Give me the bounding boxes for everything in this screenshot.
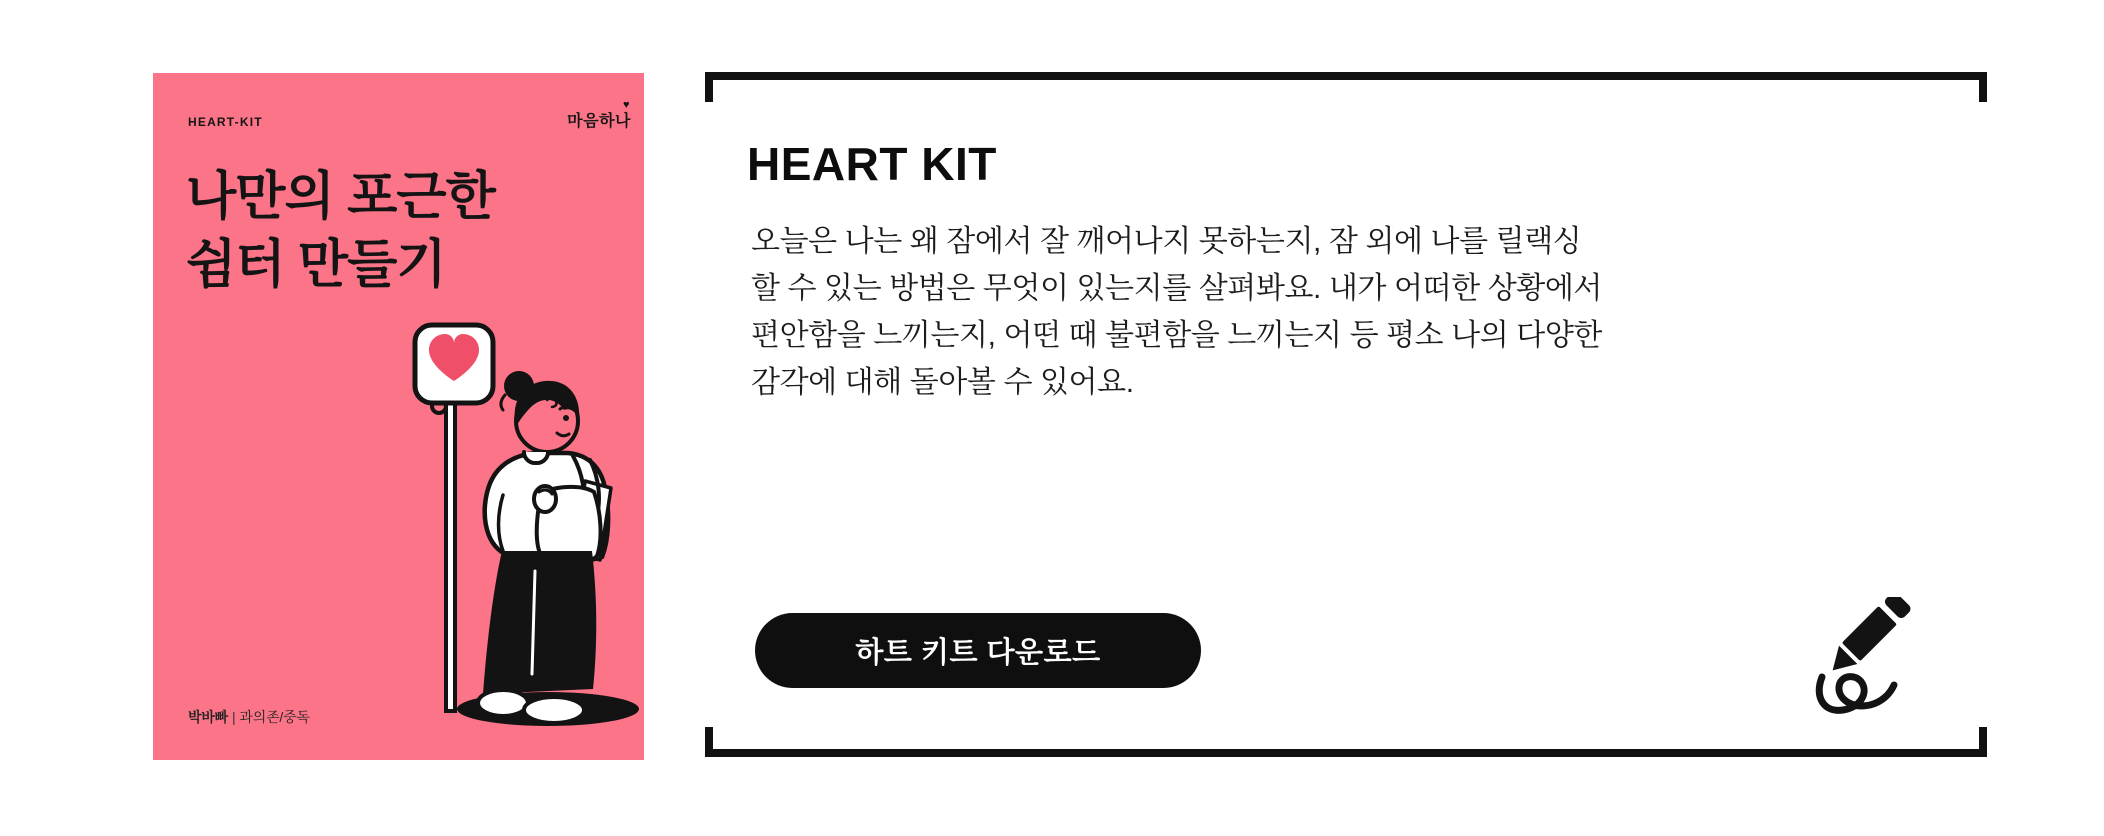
description-paragraph (751, 218, 1602, 406)
frame-corner-top-left (705, 72, 713, 102)
frame-bottom-border (705, 749, 1987, 757)
pencil-body (1842, 606, 1897, 661)
poster-credit (188, 707, 310, 727)
shoe-left (478, 690, 528, 716)
hair-bun (504, 371, 534, 401)
pants (483, 551, 596, 694)
frame-corner-bottom-right (1979, 727, 1987, 757)
woman-illustration (478, 371, 611, 723)
scribble-stroke (1819, 677, 1894, 711)
heart-kit-download-button[interactable]: 하트 키트 다운로드 (755, 613, 1201, 688)
poster-illustration (153, 313, 644, 760)
logo-text: 마음하나 (567, 113, 631, 130)
credit-divider: | (231, 709, 236, 725)
maum-hana-logo (567, 99, 631, 131)
paragraph-line1: 오늘은 나는 왜 잠에서 잘 깨어나지 못하는지, 잠 외에 나를 릴랙싱 (751, 225, 1582, 258)
page-title: HEART KIT (747, 138, 997, 190)
logo-heart-icon: ♥ (622, 99, 630, 111)
frame-corner-bottom-left (705, 727, 713, 757)
pencil-scribble-icon (1810, 597, 1925, 729)
sign-pole (446, 399, 455, 711)
poster-title-line2: 쉼터 만들기 (186, 236, 446, 294)
heart-kit-panel (705, 72, 1987, 757)
poster-title-line1: 나만의 포근한 (186, 168, 495, 226)
paragraph-line2: 할 수 있는 방법은 무엇이 있는지를 살펴봐요. 내가 어떠한 상황에서 (751, 272, 1603, 305)
frame-corner-top-right (1979, 72, 1987, 102)
poster-kicker: HEART-KIT (188, 115, 263, 129)
credit-topic: 과의존/중독 (239, 709, 310, 725)
paragraph-line4: 감각에 대해 돌아볼 수 있어요. (751, 366, 1134, 399)
heart-kit-poster (153, 73, 644, 760)
collar (524, 452, 548, 463)
poster-title (186, 163, 495, 299)
paragraph-line3: 편안함을 느끼는지, 어떤 때 불편함을 느끼는지 등 평소 나의 다양한 (751, 319, 1603, 352)
credit-author: 박바빠 (188, 709, 228, 725)
frame-top-border (705, 72, 1987, 80)
shoe-right (524, 697, 584, 723)
